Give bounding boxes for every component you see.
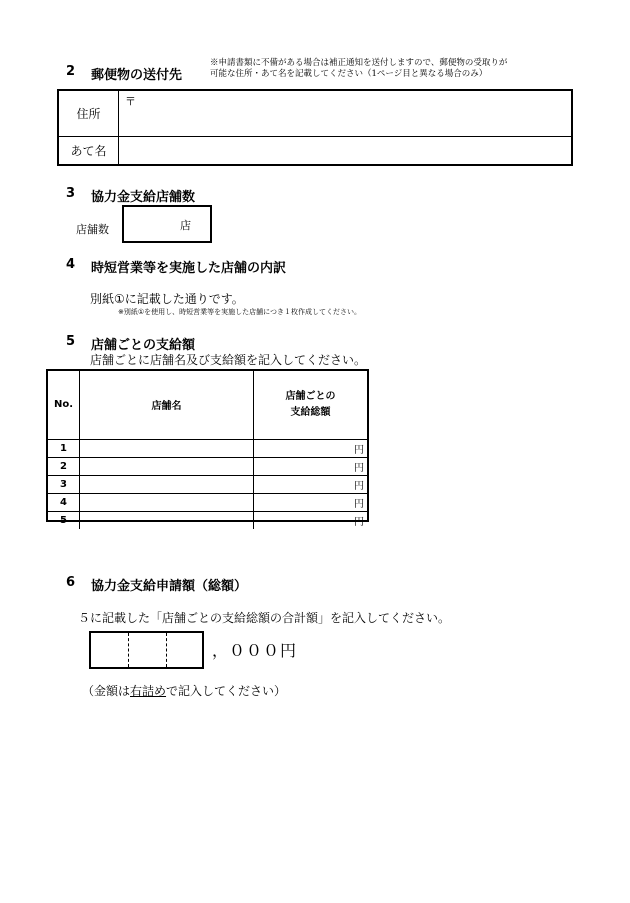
section-5-title: 店舗ごとの支給額 xyxy=(91,338,196,353)
yen-unit: 円 xyxy=(354,498,364,510)
section-4-title: 時短営業等を実施した店舗の内訳 xyxy=(91,261,287,276)
store-name-cell[interactable] xyxy=(80,493,254,511)
address-field[interactable] xyxy=(119,91,572,136)
row-no: 2 xyxy=(48,457,80,475)
footnote-pre: （金額は xyxy=(82,684,131,698)
store-unit: 店 xyxy=(180,219,191,232)
table-row xyxy=(48,511,367,529)
header-store-name: 店舗名 xyxy=(80,371,254,439)
section-2-number: 2 xyxy=(66,64,76,79)
address-box xyxy=(57,89,573,166)
table-row xyxy=(48,475,367,493)
store-name-cell[interactable] xyxy=(80,511,254,529)
store-count-label: 店舗数 xyxy=(76,223,109,236)
table-row xyxy=(48,457,367,475)
section-5-number: 5 xyxy=(66,334,76,349)
amount-suffix: ，０００円 xyxy=(212,641,298,660)
table-row xyxy=(48,493,367,511)
footnote-underlined: 右詰め xyxy=(130,684,167,698)
footnote-post: で記入してください） xyxy=(166,684,287,698)
digit-divider xyxy=(166,633,167,667)
yen-unit: 円 xyxy=(354,480,364,492)
store-amount-table xyxy=(48,371,367,529)
section-2-note-line2: 可能な住所・あて名を記載してください（1ページ目と異なる場合のみ） xyxy=(210,69,488,79)
header-amount xyxy=(254,371,368,439)
name-label: あて名 xyxy=(59,136,119,164)
row-no: 5 xyxy=(48,511,80,529)
row-no: 4 xyxy=(48,493,80,511)
name-field[interactable] xyxy=(119,136,572,164)
row-no: 3 xyxy=(48,475,80,493)
header-amount-line2: 支給総額 xyxy=(290,406,331,418)
section-5-subtitle: 店舗ごとに店舗名及び支給額を記入してください。 xyxy=(90,353,367,367)
section-2-note xyxy=(210,58,507,80)
section-6-instruction: ５に記載した「店舗ごとの支給総額の合計額」を記入してください。 xyxy=(78,611,451,625)
yen-unit: 円 xyxy=(354,462,364,474)
amount-cell[interactable] xyxy=(254,511,368,529)
address-label: 住所 xyxy=(59,91,119,136)
store-amount-table-frame xyxy=(46,369,369,528)
amount-cell[interactable] xyxy=(254,457,368,475)
section-4-body: 別紙①に記載した通りです。 xyxy=(90,292,244,306)
section-4-note: ※別紙①を使用し、時短営業等を実施した店舗につき１枚作成してください。 xyxy=(118,308,361,316)
section-6-title: 協力金支給申請額（総額） xyxy=(91,579,248,594)
header-amount-line1: 店舗ごとの xyxy=(285,390,336,402)
digit-divider xyxy=(128,633,129,667)
row-no: 1 xyxy=(48,439,80,457)
section-2-note-line1: ※申請書類に不備がある場合は補正通知を送付しますので、郵便物の受取りが xyxy=(210,58,508,68)
store-name-cell[interactable] xyxy=(80,457,254,475)
table-header-row xyxy=(48,371,367,439)
store-name-cell[interactable] xyxy=(80,439,254,457)
postal-mark: 〒 xyxy=(125,95,136,108)
section-6-number: 6 xyxy=(66,575,76,590)
amount-cell[interactable] xyxy=(254,493,368,511)
section-6-footnote xyxy=(82,682,286,699)
section-4-number: 4 xyxy=(66,257,76,272)
section-3-title: 協力金支給店舗数 xyxy=(91,190,196,205)
store-count-field[interactable] xyxy=(122,205,212,243)
yen-unit: 円 xyxy=(354,516,364,528)
amount-cell[interactable] xyxy=(254,439,368,457)
total-amount-field[interactable] xyxy=(89,631,204,669)
store-name-cell[interactable] xyxy=(80,475,254,493)
yen-unit: 円 xyxy=(354,444,364,456)
section-2-title: 郵便物の送付先 xyxy=(91,68,183,83)
table-row xyxy=(48,439,367,457)
amount-cell[interactable] xyxy=(254,475,368,493)
header-no: No. xyxy=(48,371,80,439)
section-3-number: 3 xyxy=(66,186,76,201)
